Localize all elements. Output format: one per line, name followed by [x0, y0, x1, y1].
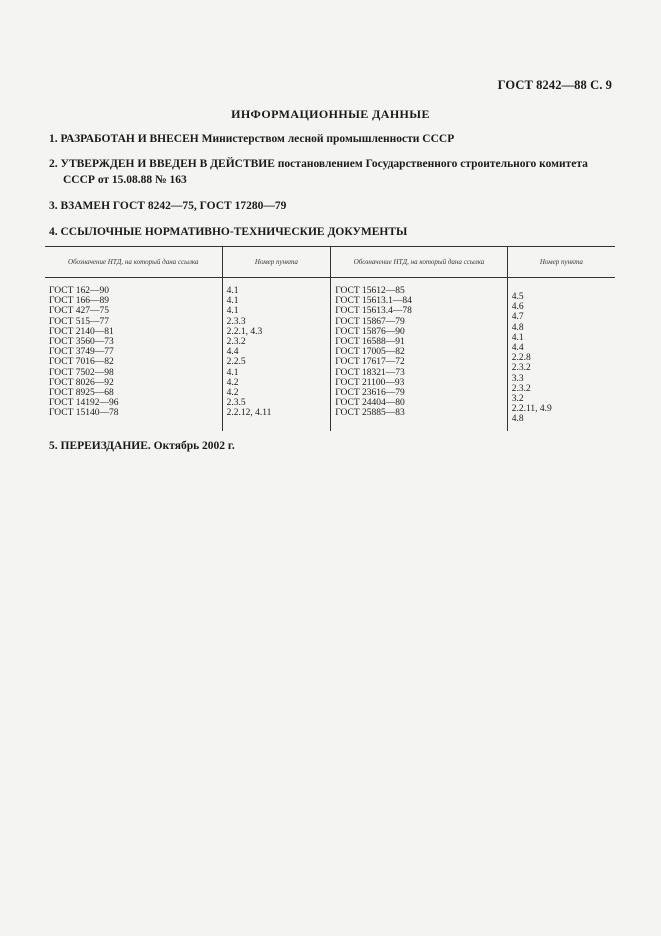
table-cell: ГОСТ 18321—73 [335, 367, 405, 378]
table-cell: 4.1 [511, 332, 524, 343]
table-cell: ГОСТ 16588—91 [335, 337, 405, 348]
table-cell: 2.3.2 [226, 337, 246, 348]
table-cell: ГОСТ 7502—98 [49, 367, 114, 378]
document-code: ГОСТ 8242—88 С. 9 [497, 78, 612, 92]
table-cell: ГОСТ 15612—85 [335, 286, 405, 296]
table-cell: ГОСТ 15140—78 [49, 408, 119, 419]
table-cell: 2.2.12, 4.11 [226, 408, 272, 419]
references-table [45, 246, 615, 431]
section-2-text-line2: СССР от 15.08.88 № 163 [63, 174, 187, 186]
table-cell: ГОСТ 2140—81 [49, 326, 114, 337]
left-docs-column [45, 278, 222, 431]
section-4 [49, 224, 614, 240]
header-doc-left: Обозначение НТД, на который дана ссылка [45, 247, 222, 278]
table-cell: 4.1 [226, 306, 239, 317]
section-2-text: постановлением Государственного строительного комитета [277, 158, 588, 170]
table-cell: 4.8 [511, 322, 524, 333]
table-cell: ГОСТ 3749—77 [49, 347, 114, 358]
table-cell: ГОСТ 15613.4—78 [335, 306, 412, 317]
section-4-head: 4. ССЫЛОЧНЫЕ НОРМАТИВНО-ТЕХНИЧЕСКИЕ ДОКУМЕНТЫ [49, 226, 408, 238]
table-cell: ГОСТ 7016—82 [49, 357, 114, 368]
section-5 [49, 438, 614, 454]
table-cell: ГОСТ 21100—93 [335, 377, 405, 388]
table-cell: ГОСТ 25885—83 [335, 408, 405, 419]
table-cell: 4.2 [226, 388, 239, 399]
table-row [45, 278, 615, 431]
table-cell: ГОСТ 15613.1—84 [335, 296, 412, 307]
table-cell: 2.2.1, 4.3 [226, 326, 263, 337]
section-2-head: 2. УТВЕРЖДЕН И ВВЕДЕН В ДЕЙСТВИЕ [49, 158, 275, 170]
right-docs-column [331, 278, 508, 431]
left-items-column [222, 278, 331, 431]
table-cell: 3.2 [511, 394, 524, 405]
table-cell: 4.1 [226, 296, 239, 307]
table-cell: ГОСТ 17617—72 [335, 357, 405, 368]
table-cell: 4.1 [226, 367, 239, 378]
table-cell: 2.3.3 [226, 316, 246, 327]
table-cell: 4.7 [511, 312, 524, 323]
table-cell: 4.1 [226, 286, 239, 296]
table-cell: 2.3.5 [226, 398, 246, 409]
table-cell: ГОСТ 8026—92 [49, 377, 114, 388]
table-cell: ГОСТ 14192—96 [49, 398, 119, 409]
table-header-row [45, 247, 615, 278]
table-cell: ГОСТ 15876—90 [335, 326, 405, 337]
table-cell: 2.2.11, 4.9 [511, 404, 552, 415]
table-cell: 4.5 [511, 292, 524, 302]
table-cell: 2.3.2 [511, 363, 531, 374]
table-cell: ГОСТ 515—77 [49, 316, 109, 327]
section-title: ИНФОРМАЦИОННЫЕ ДАННЫЕ [231, 107, 430, 121]
section-3 [49, 198, 614, 214]
table-cell: ГОСТ 23616—79 [335, 388, 405, 399]
table-cell: 4.4 [511, 343, 524, 354]
table-cell: 2.2.8 [511, 353, 531, 364]
table-cell: 4.4 [226, 347, 239, 358]
table-cell: 2.2.5 [226, 357, 246, 368]
table-cell: ГОСТ 3560—73 [49, 337, 114, 348]
section-1-head: 1. РАЗРАБОТАН И ВНЕСЕН [49, 133, 199, 145]
table-cell: 4.8 [511, 414, 524, 425]
table-cell: 2.3.2 [511, 383, 531, 394]
section-2 [49, 156, 614, 188]
section-1-text: Министерством лесной промышленности СССР [201, 133, 455, 145]
table-cell: ГОСТ 24404—80 [335, 398, 405, 409]
right-items-column [507, 278, 615, 431]
header-item-left: Номер пункта [222, 247, 331, 278]
table-cell: ГОСТ 8925—68 [49, 388, 114, 399]
table-cell: 4.2 [226, 377, 239, 388]
header-doc-right: Обозначение НТД, на который дана ссылка [331, 247, 508, 278]
section-5-head: 5. ПЕРЕИЗДАНИЕ. Октябрь 2002 г. [49, 440, 235, 452]
table-cell: 3.3 [511, 373, 524, 384]
table-cell: ГОСТ 427—75 [49, 306, 109, 317]
section-1 [49, 131, 614, 147]
table-cell: ГОСТ 17005—82 [335, 347, 405, 358]
table-cell: ГОСТ 162—90 [49, 286, 109, 296]
table-cell: 4.6 [511, 302, 524, 313]
section-3-head: 3. ВЗАМЕН ГОСТ 8242—75, ГОСТ 17280—79 [49, 200, 287, 212]
header-item-right: Номер пункта [507, 247, 615, 278]
table-cell: ГОСТ 166—89 [49, 296, 109, 307]
table-cell: ГОСТ 15867—79 [335, 316, 405, 327]
